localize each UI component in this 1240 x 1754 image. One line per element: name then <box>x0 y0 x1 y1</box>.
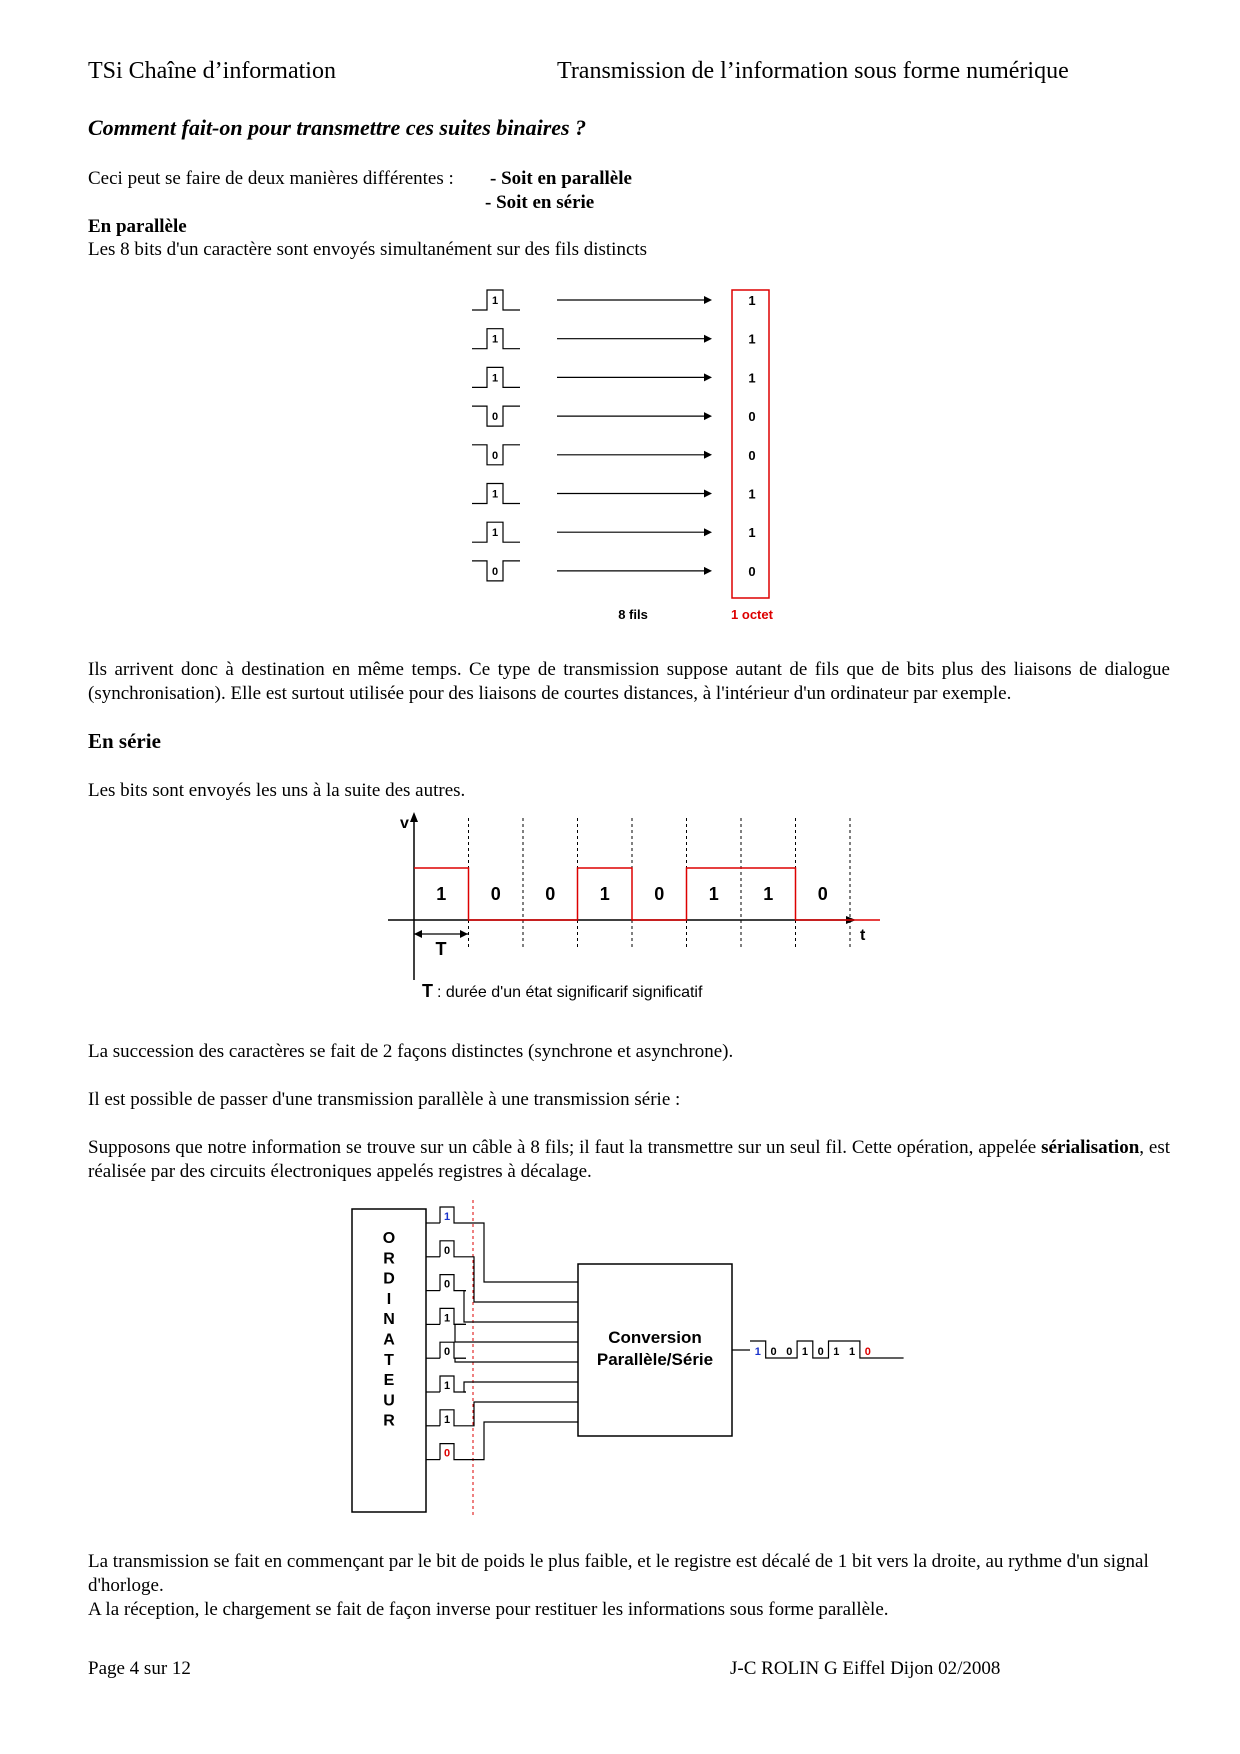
pulse-bit-label: 1 <box>491 372 499 385</box>
serial-bit: 0 <box>654 884 665 904</box>
output-bit: 0 <box>864 1346 871 1358</box>
parallel-heading: En parallèle <box>88 216 187 237</box>
parallel-figure <box>470 285 790 625</box>
period-label: T <box>435 939 447 959</box>
computer-letter: R <box>383 1250 395 1268</box>
t-axis-label: t <box>860 927 866 944</box>
wire-row <box>472 406 756 426</box>
serial-chart <box>380 810 880 1010</box>
parallel-text: Les 8 bits d'un caractère sont envoyés simultanément sur des fils distincts <box>88 239 648 260</box>
input-bit: 0 <box>443 1447 451 1460</box>
computer-letter: I <box>386 1290 392 1308</box>
wire-row <box>472 290 756 310</box>
serial-bit: 0 <box>490 884 501 904</box>
wire-row <box>472 561 756 581</box>
intro-option-parallel: - Soit en parallèle <box>490 168 632 189</box>
wire-row <box>472 484 756 504</box>
pulse-bit-label: 1 <box>491 488 499 501</box>
wire-row <box>472 367 756 387</box>
conversion-label-2: Parallèle/Série <box>596 1350 714 1369</box>
output-bit: 0 <box>817 1346 824 1358</box>
intro-text: Ceci peut se faire de deux manières différentes : <box>88 168 454 189</box>
computer-letter: D <box>383 1270 395 1288</box>
section-question: Comment fait-on pour transmettre ces suites binaires ? <box>88 115 587 140</box>
wire-arrow <box>704 412 712 420</box>
wire-row <box>472 329 756 349</box>
computer-letter: N <box>383 1311 395 1329</box>
wire-arrow <box>704 528 712 536</box>
caption <box>422 981 703 1001</box>
input-bit: 1 <box>443 1380 451 1392</box>
received-bit: 0 <box>748 409 756 425</box>
serial-bit: 0 <box>545 884 556 904</box>
wire-arrow <box>704 490 712 498</box>
pulse-bit-label: 1 <box>491 333 499 346</box>
v-axis-label: v <box>400 815 409 832</box>
serial-signal <box>414 868 880 920</box>
received-bit: 1 <box>748 370 756 386</box>
output-bit: 1 <box>833 1346 840 1358</box>
wire-arrow <box>704 567 712 575</box>
input-line <box>426 1241 578 1302</box>
received-bit: 1 <box>748 293 756 308</box>
octet-label: 1 octet <box>731 607 773 622</box>
pulse-bit-label: 1 <box>491 295 499 307</box>
received-bit: 1 <box>748 525 756 541</box>
input-wire <box>464 1291 578 1322</box>
input-bit: 1 <box>443 1312 451 1325</box>
wire-arrow <box>704 296 712 304</box>
input-bit: 1 <box>443 1413 451 1426</box>
pulse-bit-label: 0 <box>491 411 499 424</box>
serial-bit: 1 <box>763 884 774 904</box>
pulse-bit-label: 0 <box>491 449 499 462</box>
received-bit: 0 <box>748 563 756 579</box>
output-bit: 0 <box>770 1346 777 1358</box>
input-line <box>426 1342 578 1362</box>
period-arrow-left <box>414 930 422 938</box>
serial-bit: 1 <box>708 884 719 904</box>
input-bit: 0 <box>443 1278 451 1291</box>
computer-letter: O <box>382 1230 396 1247</box>
intro-option-serial: - Soit en série <box>485 192 595 213</box>
input-bit: 0 <box>443 1346 451 1359</box>
input-wire <box>464 1382 578 1392</box>
footer-page: Page 4 sur 12 <box>88 1658 191 1679</box>
output-bit: 1 <box>754 1346 761 1358</box>
computer-letter: R <box>383 1412 395 1430</box>
v-axis-arrow <box>410 812 418 822</box>
wire-arrow <box>704 335 712 343</box>
caption-text: : durée d'un état significarif significatif <box>437 984 703 1001</box>
parallel-explanation: Ils arrivent donc à destination en même temps. Ce type de transmission suppose autant de fils que de bits plus des liaisons de dialogue (synchronisation). Elle est surtout utilisée pour des liaisons de courtes distances, à l'intérieur d'un ordinateur par exemple. <box>88 659 1170 704</box>
pulse-bit-label: 1 <box>491 527 499 540</box>
header-right: Transmission de l’information sous forme numérique <box>557 58 1069 84</box>
serial-para-3-start: Supposons que notre information se trouve sur un câble à 8 fils; il faut la transmettre sur un seul fil. Cette opération, appelée <box>88 1137 1042 1158</box>
wire-row <box>472 522 756 542</box>
output-bit: 1 <box>801 1346 809 1358</box>
input-bit: 1 <box>443 1211 451 1223</box>
serial-heading: En série <box>88 729 161 753</box>
pulse-bit-label: 0 <box>491 565 499 578</box>
closing-para-1: La transmission se fait en commençant par le bit de poids le plus faible, et le registre est décalé de 1 bit vers la droite, au rythme d'un signal d'horloge. <box>88 1551 1149 1596</box>
closing-para-2: A la réception, le chargement se fait de façon inverse pour restituer les informations sous forme parallèle. <box>88 1599 889 1620</box>
computer-letter: U <box>383 1392 395 1410</box>
serial-bit: 1 <box>436 884 447 904</box>
input-line <box>426 1422 578 1460</box>
serial-bit: 1 <box>599 884 610 904</box>
serial-text: Les bits sont envoyés les uns à la suite des autres. <box>88 780 466 801</box>
input-line <box>426 1308 578 1342</box>
wire-arrow <box>704 451 712 459</box>
serialisation-term: sérialisation <box>1041 1137 1140 1158</box>
conversion-label-1: Conversion <box>608 1328 702 1347</box>
wires-label: 8 fils <box>618 607 648 622</box>
output-bit: 1 <box>848 1346 856 1358</box>
received-bit: 0 <box>748 447 756 463</box>
received-bit: 1 <box>748 331 756 347</box>
conversion-diagram <box>340 1200 940 1520</box>
input-wire <box>466 1422 578 1460</box>
period-arrow-right <box>460 930 468 938</box>
serial-para-1: La succession des caractères se fait de 2 façons distinctes (synchrone et asynchrone). <box>88 1041 734 1062</box>
serial-para-3-end: , est réalisée par des circuits électroniques appelés registres à décalage. <box>88 1137 1170 1182</box>
input-line <box>426 1376 578 1392</box>
computer-letter: E <box>383 1372 395 1390</box>
footer-author: J-C ROLIN G Eiffel Dijon 02/2008 <box>730 1658 1001 1679</box>
serial-para-3 <box>88 1136 1170 1184</box>
serial-para-2: Il est possible de passer d'une transmission parallèle à une transmission série : <box>88 1089 681 1110</box>
received-bit: 1 <box>748 486 756 502</box>
output-bit: 0 <box>786 1346 793 1358</box>
input-wire <box>466 1223 578 1282</box>
computer-letter: A <box>383 1331 395 1349</box>
input-wire <box>466 1257 578 1302</box>
input-bit: 0 <box>443 1244 451 1257</box>
header-left: TSi Chaîne d’information <box>88 58 336 84</box>
caption-symbol: T <box>422 981 433 1001</box>
wire-row <box>472 445 756 465</box>
wire-arrow <box>704 373 712 381</box>
serial-bit: 0 <box>817 884 828 904</box>
computer-letter: T <box>384 1351 394 1369</box>
